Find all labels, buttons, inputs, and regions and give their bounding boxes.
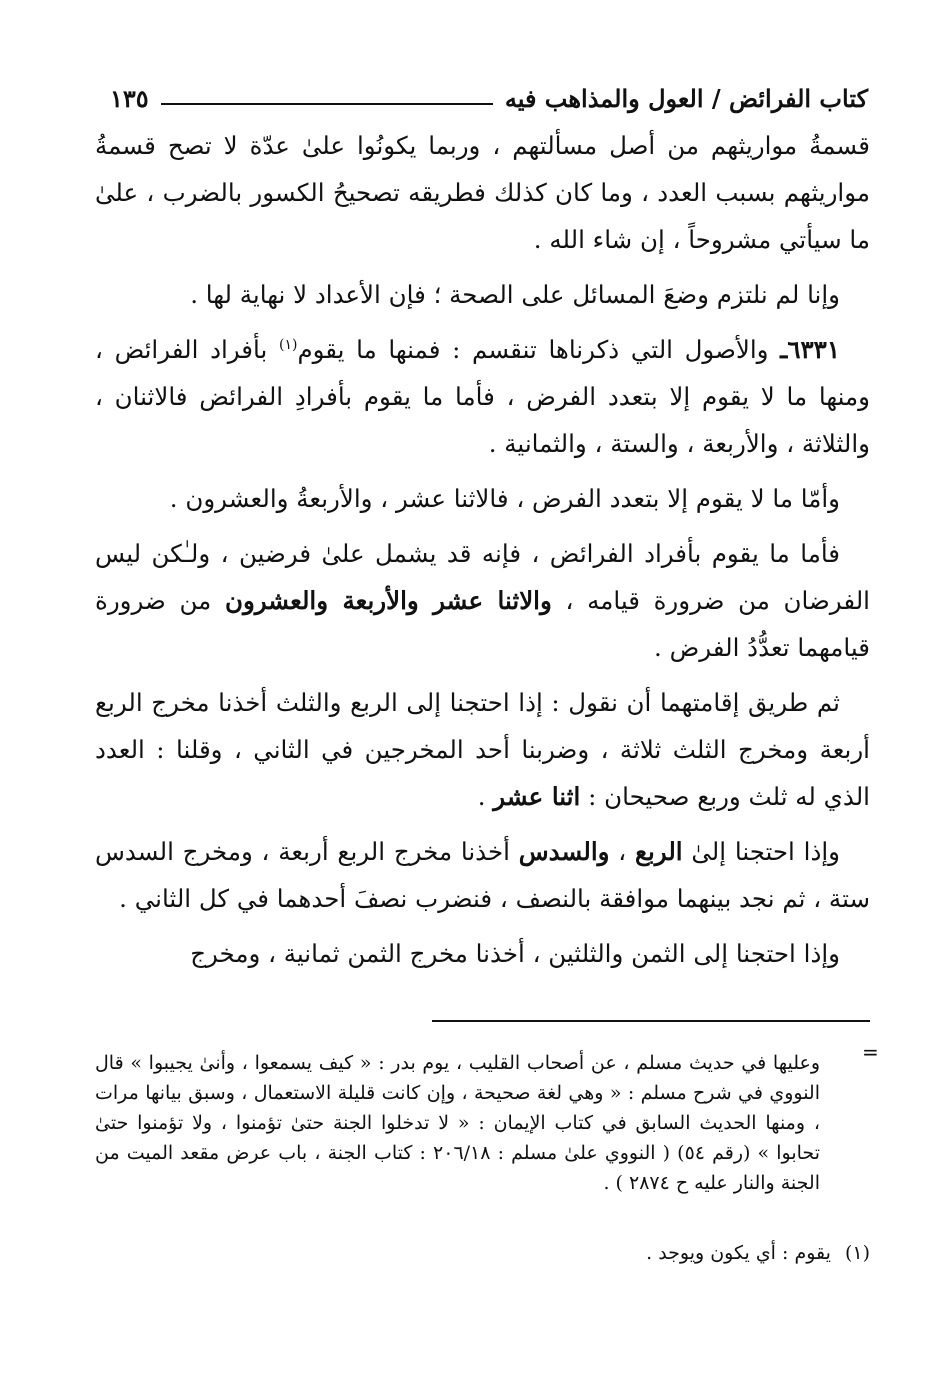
footnote-1 — [95, 1238, 870, 1268]
footnote-ref: (١) — [278, 336, 298, 353]
paragraph-2: وإنا لم نلتزم وضعَ المسائل على الصحة ؛ فإن الأعداد لا نهاية لها . — [190, 280, 840, 309]
paragraph-8: وإذا احتجنا إلى الثمن والثلثين ، أخذنا مخرج الثمن ثمانية ، ومخرج — [190, 939, 840, 968]
footnote-continued: وعليها في حديث مسلم ، عن أصحاب القليب ، يوم بدر : « كيف يسمعوا ، وأنىٰ يجيبوا » قال النووي في شرح مسلم : « وهي لغة صحيحة ، وإن كانت قليلة الاستعمال ، وسبق بيانها مرات ، ومنها الحديث السابق في كتاب الإيمان : « لا تدخلوا الجنة حتىٰ تؤمنوا ، ولا تؤمنوا حتىٰ تحابوا » (رقم ٥٤) ( النووي علىٰ مسلم : ٢٠٦/١٨ : كتاب الجنة ، باب عرض مقعد الميت من الجنة والنار عليه ح ٢٨٧٤ ) . — [95, 1052, 820, 1194]
page-number: ١٣٥ — [110, 83, 149, 113]
header-rule — [161, 103, 493, 105]
main-text — [95, 122, 870, 985]
header-title: كتاب الفرائض / العول والمذاهب فيه — [504, 83, 868, 113]
footnote-separator — [432, 1020, 870, 1022]
paragraph-3: ٦٣٣١ـ والأصول التي ذكرناها تنقسم : فمنها ما يقوم$^{(١)}$ بأفراد الفرائض ، ومنها ما لا يقوم إلا بتعدد الفرض ، فأما ما يقوم بأفرادِ الفرائض فالاثنان ، والثلاثة ، والأربعة ، والستة ، والثمانية . — [95, 335, 870, 458]
footnote-1-text: يقوم : أي يكون ويوجد . — [646, 1242, 831, 1264]
paragraph-7: وإذا احتجنا إلىٰ الربع ، والسدس أخذنا مخرج الربع أربعة ، ومخرج السدس ستة ، ثم نجد بينهما موافقة بالنصف ، فنضرب نصفَ أحدهما في كل الثاني . — [95, 837, 870, 913]
paragraph-6: ثم طريق إقامتهما أن نقول : إذا احتجنا إلى الربع والثلث أخذنا مخرج الربع أربعة ومخرج الثلث ثلاثة ، وضربنا أحد المخرجين في الثاني ، وقلنا : العدد الذي له ثلث وربع صحيحان : اثنا عشر . — [95, 688, 870, 811]
footnote-continuation-mark: = — [862, 1040, 879, 1064]
paragraph-4: وأمّا ما لا يقوم إلا بتعدد الفرض ، فالاثنا عشر ، والأربعةُ والعشرون . — [169, 484, 840, 513]
footnote-1-number: (١) — [844, 1242, 870, 1264]
section-number: ٦٣٣١ـ — [780, 335, 840, 364]
paragraph-5: فأما ما يقوم بأفراد الفرائض ، فإنه قد يشمل علىٰ فرضين ، ولـٰكن ليس الفرضان من ضرورة قيامه ، والاثنا عشر والأربعة والعشرون من ضرورة قيامهما تعدُّدُ الفرض . — [95, 539, 870, 662]
running-header — [110, 78, 868, 118]
paragraph-1: قسمةُ مواريثهم من أصل مسألتهم ، وربما يكونُوا علىٰ عدّة لا تصح قسمةُ مواريثهم بسبب العدد ، وما كان كذلك فطريقه تصحيحُ الكسور بالضرب ، علىٰ ما سيأتي مشروحاً ، إن شاء الله . — [95, 131, 870, 254]
